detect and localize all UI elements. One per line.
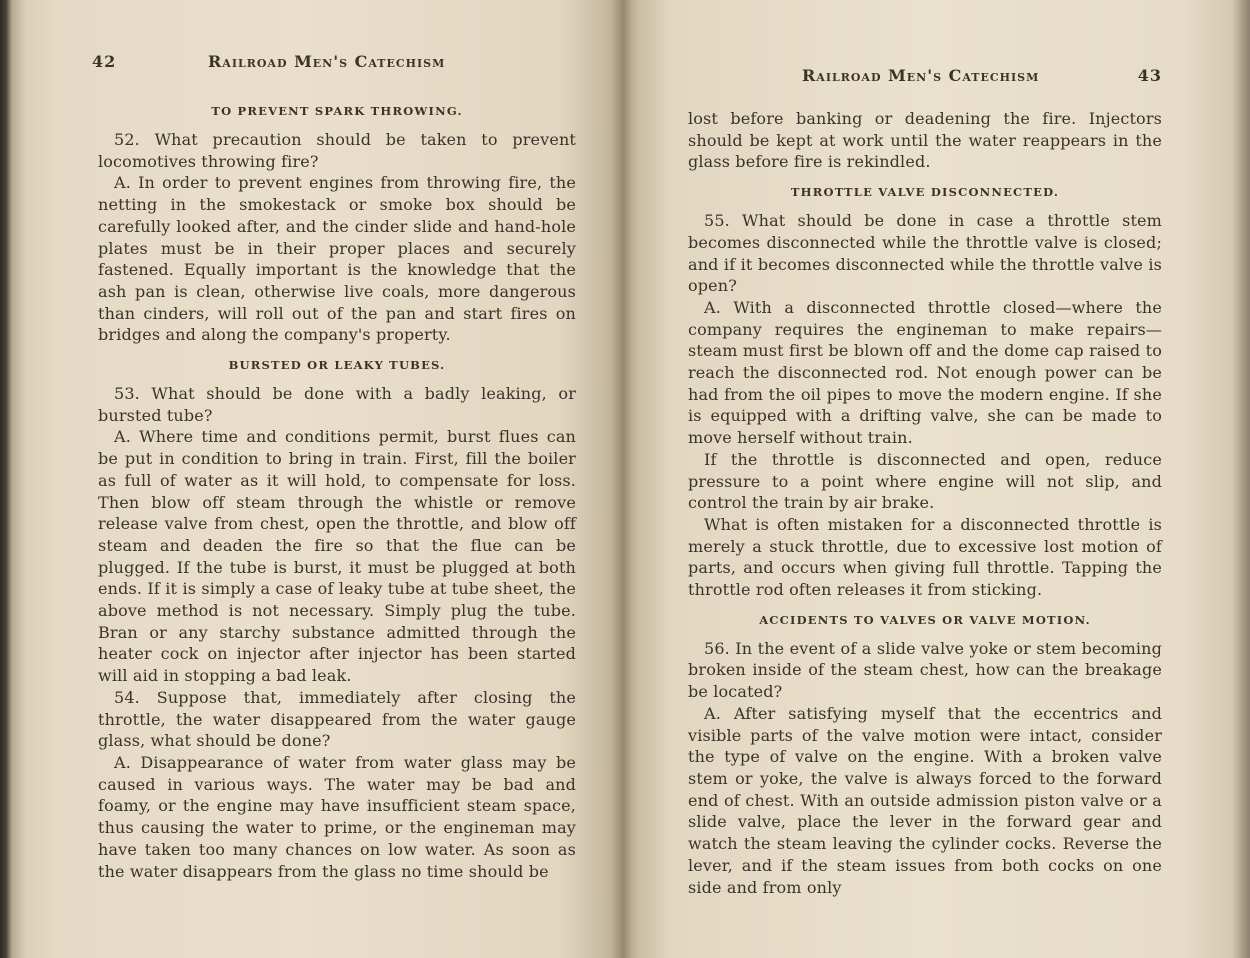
- answer-55-part-3: What is often mistaken for a disconnected throttle is merely a stuck throttle, due to excessive lost motion of parts, and occurs when giving full throttle. Tapping the throttle rod often releases it from sticking.: [688, 514, 1162, 600]
- section-heading: ACCIDENTS TO VALVES OR VALVE MOTION.: [759, 612, 1091, 627]
- left-page: [0, 0, 622, 958]
- question-56: 56. In the event of a slide valve yoke or stem becoming broken inside of the steam chest, how can the breakage be located?: [688, 638, 1162, 702]
- answer-53: A. Where time and conditions permit, burst flues can be put in condition to bring in train. First, fill the boiler as full of water as it will hold, to compensate for loss. Then blow off steam through the whistle or remove release valve from chest, open the throttle, and blow off steam and deaden the fire so that the flue can be plugged. If the tube is burst, it must be plugged at both ends. If it is simply a case of leaky tube at tube sheet, the above method is not necessary. Simply plug the tube. Bran or any starchy substance admitted through the heater cock on injector after injector has been started will aid in stopping a bad leak.: [98, 427, 576, 686]
- left-page-number: 42: [92, 52, 117, 71]
- question-55: 55. What should be done in case a throttle stem becomes disconnected while the throttle valve is closed; and if it becomes disconnected while the throttle valve is open?: [688, 211, 1162, 296]
- answer-56: A. After satisfying myself that the eccentrics and visible parts of the valve motion were intact, consider the type of valve on the engine. With a broken valve stem or yoke, the valve is always forced to the forward end of chest. With an outside admission piston valve or a slide valve, place the lever in the forward gear and watch the steam leaving the cylinder cocks. Reverse the lever, and if the steam issues from both cocks on one side and from only: [688, 703, 1162, 897]
- question-54: 54. Suppose that, immediately after closing the throttle, the water disappeared from the water gauge glass, what should be done?: [98, 687, 576, 751]
- left-page-header: [92, 52, 576, 76]
- right-page: [622, 0, 1250, 958]
- left-running-head: Railroad Men's Catechism: [208, 52, 446, 71]
- right-page-header: [688, 64, 1162, 88]
- right-running-head: Railroad Men's Catechism: [802, 66, 1040, 85]
- answer-55: A. With a disconnected throttle closed—where the company requires the engineman to make repairs—steam must first be blown off and the dome cap raised to reach the disconnected rod. Not enough power can be had from the oil pipes to move the modern engine. If she is equipped with a drifting valve, she can be made to move herself without train.: [688, 297, 1162, 448]
- answer-52: A. In order to prevent engines from throwing fire, the netting in the smokestack or smoke box should be carefully looked after, and the cinder slide and hand-hole plates must be in their proper places and securely fastened. Equally important is the knowledge that the ash pan is clean, otherwise live coals, more dangerous than cinders, will roll out of the pan and start fires on bridges and along the company's property.: [98, 173, 576, 345]
- section-heading: BURSTED OR LEAKY TUBES.: [228, 358, 446, 373]
- book-gutter: [612, 0, 632, 958]
- question-52: 52. What precaution should be taken to prevent locomotives throwing fire?: [98, 130, 576, 171]
- section-heading: TO PREVENT SPARK THROWING.: [211, 104, 463, 118]
- section-heading: THROTTLE VALVE DISCONNECTED.: [790, 185, 1060, 200]
- answer-55-part-2: If the throttle is disconnected and open, reduce pressure to a point where engine will not slip, and control the train by air brake.: [688, 449, 1162, 513]
- answer-54: A. Disappearance of water from water glass may be caused in various ways. The water may be bad and foamy, or the engine may have insufficient steam space, thus causing the water to prime, or the engineman may have taken too many chances on low water. As soon as the water disappears from the glass no time should be: [98, 752, 576, 881]
- question-53: 53. What should be done with a badly leaking, or bursted tube?: [98, 384, 576, 425]
- continuation-text: lost before banking or deadening the fire. Injectors should be kept at work until the water reappears in the glass before fire is rekindled.: [688, 109, 1162, 172]
- right-page-number: 43: [1137, 66, 1162, 85]
